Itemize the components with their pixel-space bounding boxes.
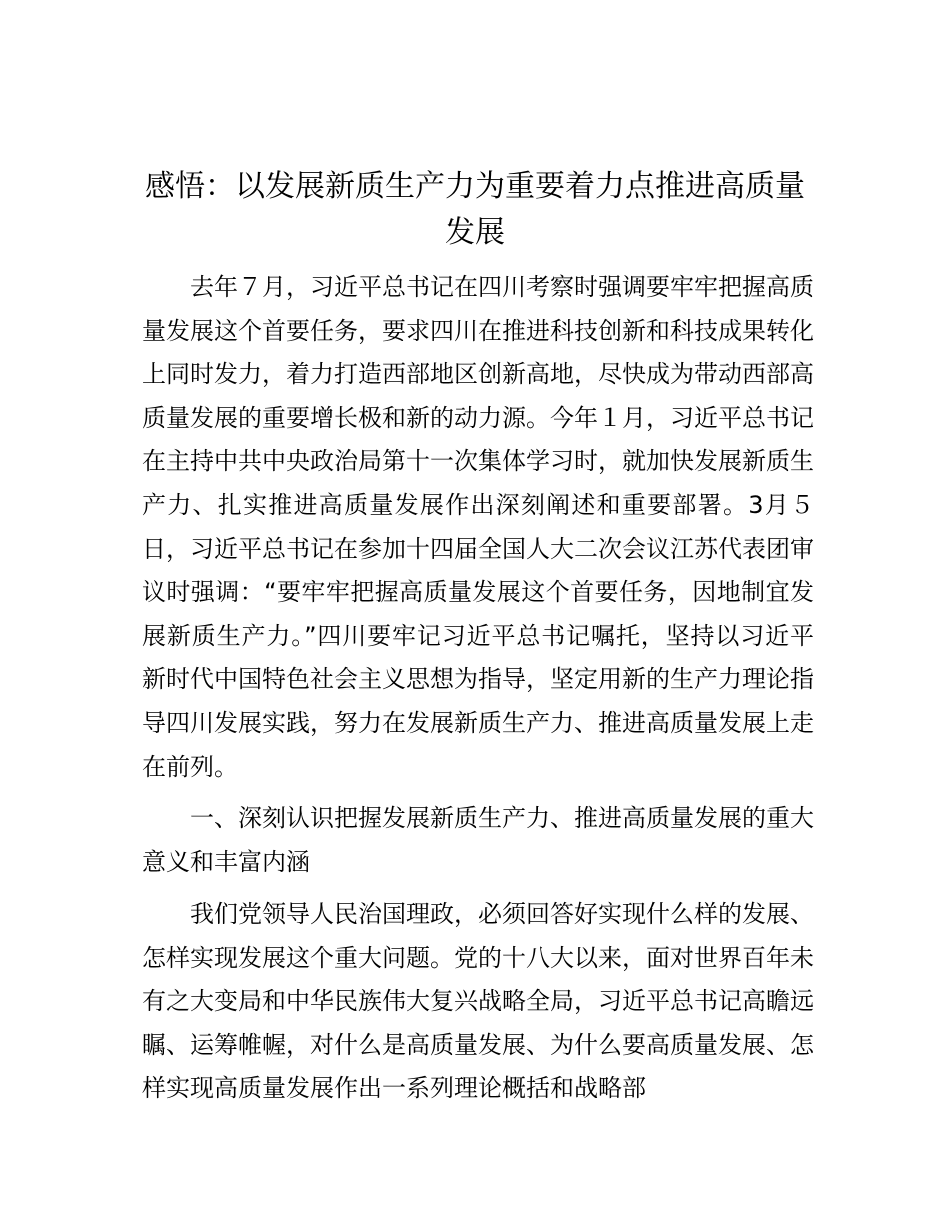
body-paragraph-section-1: 我们党领导人民治国理政，必须回答好实现什么样的发展、怎样实现发展这个重大问题。党的十八大以来，面对世界百年未有之大变局和中华民族伟大复兴战略全局，习近平总书记高瞻远瞩、运筹帷幄，对什么是高质量发展、为什么要高质量发展、怎样实现高质量发展作出一系列理论概括和战略部 — [142, 900, 814, 1103]
section-heading-1: 一、深刻认识把握发展新质生产力、推进高质量发展的重大意义和丰富内涵 — [142, 804, 814, 876]
body-paragraph-intro: 去年７月，习近平总书记在四川考察时强调要牢牢把握高质量发展这个首要任务，要求四川在推进科技创新和科技成果转化上同时发力，着力打造西部地区创新高地，尽快成为带动西部高质量发展的重要增长极和新的动力源。今年１月，习近平总书记在主持中共中央政治局第十一次集体学习时，就加快发展新质生产力、扎实推进高质量发展作出深刻阐述和重要部署。3月５日，习近平总书记在参加十四届全国人大二次会议江苏代表团审议时强调：“要牢牢把握高质量发展这个首要任务，因地制宜发展新质生产力。”四川要牢记习近平总书记嘱托，坚持以习近平新时代中国特色社会主义思想为指导，坚定用新的生产力理论指导四川发展实践，努力在发展新质生产力、推进高质量发展上走在前列。 — [142, 273, 814, 781]
document-title: 感悟：以发展新质生产力为重要着力点推进高质量发展 — [145, 169, 805, 250]
